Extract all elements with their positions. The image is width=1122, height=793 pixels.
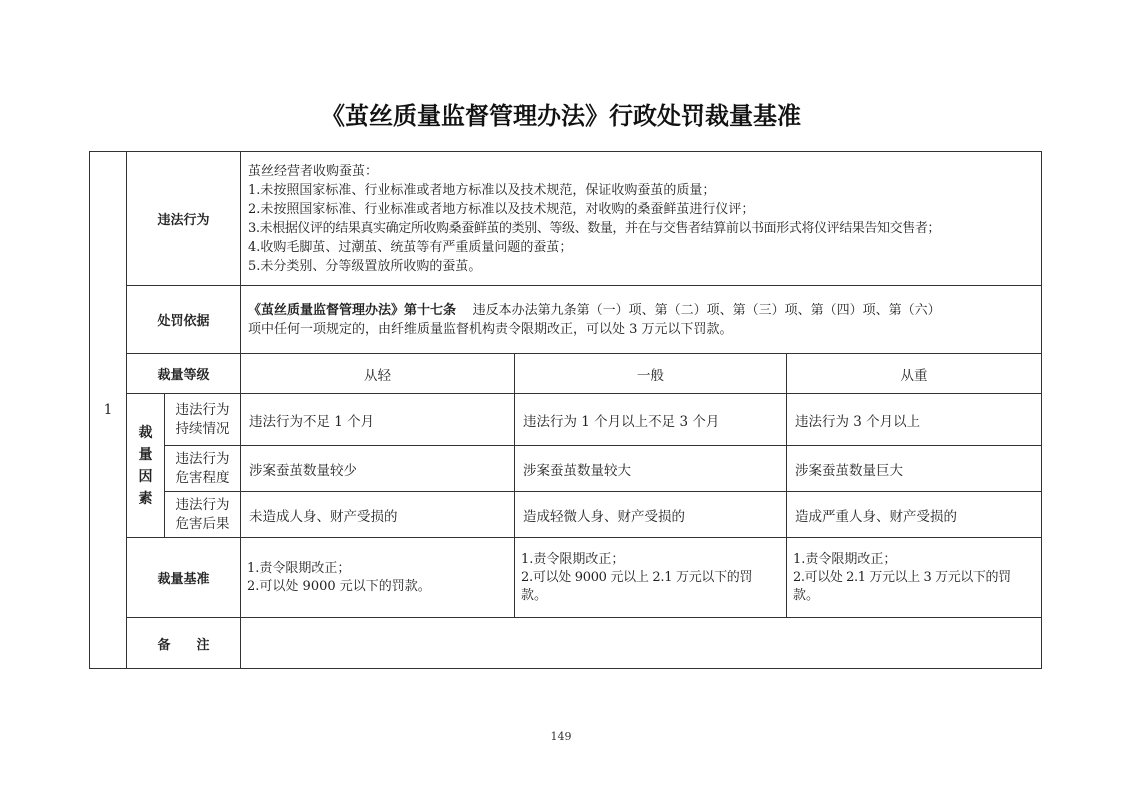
standard-line: 款。 (793, 587, 820, 603)
standard-label: 裁量基准 (127, 538, 241, 618)
violation-line: 5.未分类别、分等级置放所收购的蚕茧。 (248, 258, 482, 274)
standard-line: 1.责令限期改正； (247, 560, 351, 576)
standard-line: 2.可以处 9000 元以上 2.1 万元以下的罚 (521, 569, 753, 585)
violation-line: 3.未根据仪评的结果真实确定所收购桑蚕鲜茧的类别、等级、数量，并在与交售者结算前以书面形式将仪评结果告知交售者； (248, 220, 941, 236)
page-number: 149 (550, 730, 572, 743)
violation-line: 2.未按照国家标准、行业标准或者地方标准以及技术规范，对收购的桑蚕鲜茧进行仪评； (248, 201, 755, 217)
violation-content (241, 152, 1042, 286)
levels-row (90, 354, 1042, 394)
violation-line: 4.收购毛脚茧、过潮茧、统茧等有严重质量问题的蚕茧； (248, 239, 573, 255)
basis-line-1 (248, 301, 1034, 320)
standard-cell (787, 538, 1042, 618)
violation-label: 违法行为 (127, 152, 241, 286)
factor-name-line: 危害程度 (175, 469, 230, 486)
remarks-label: 备 注 (127, 618, 241, 669)
basis-content (241, 286, 1042, 354)
level-general: 一般 (515, 354, 787, 394)
standard-line: 2.可以处 9000 元以下的罚款。 (247, 578, 431, 594)
factor-row (90, 492, 1042, 538)
level-lenient: 从轻 (241, 354, 515, 394)
levels-label: 裁量等级 (127, 354, 241, 394)
basis-article: 《茧丝质量监督管理办法》第十七条 (248, 302, 457, 318)
factor-value: 违法行为不足 1 个月 (241, 394, 515, 446)
factor-value: 未造成人身、财产受损的 (241, 492, 515, 538)
factor-value: 造成严重人身、财产受损的 (787, 492, 1042, 538)
remarks-value (241, 618, 1042, 669)
factors-group-label (127, 394, 165, 538)
factor-name-line: 违法行为 (175, 496, 230, 513)
violation-row (90, 152, 1042, 286)
factor-value: 涉案蚕茧数量较大 (515, 446, 787, 492)
factor-row (90, 394, 1042, 446)
factor-value: 造成轻微人身、财产受损的 (515, 492, 787, 538)
factor-group-char: 裁 (138, 424, 153, 441)
factor-value: 涉案蚕茧数量巨大 (787, 446, 1042, 492)
factor-name (165, 492, 241, 538)
factor-group-char: 量 (138, 446, 153, 463)
factor-name-line: 危害后果 (175, 515, 230, 532)
factor-name-line: 违法行为 (175, 401, 230, 418)
violation-line: 茧丝经营者收购蚕茧： (248, 163, 379, 179)
standard-row (90, 538, 1042, 618)
standard-line: 1.责令限期改正； (521, 551, 625, 567)
row-number: 1 (90, 152, 127, 669)
basis-row (90, 286, 1042, 354)
level-severe: 从重 (787, 354, 1042, 394)
standard-line: 1.责令限期改正； (793, 551, 897, 567)
factor-name-line: 违法行为 (175, 450, 230, 467)
factor-value: 违法行为 1 个月以上不足 3 个月 (515, 394, 787, 446)
basis-label: 处罚依据 (127, 286, 241, 354)
factor-group-char: 因 (138, 468, 153, 485)
factor-group-char: 素 (138, 490, 153, 507)
document-title: 《茧丝质量监督管理办法》行政处罚裁量基准 (321, 102, 801, 130)
factor-value: 违法行为 3 个月以上 (787, 394, 1042, 446)
factor-name (165, 394, 241, 446)
basis-text-2: 项中任何一项规定的，由纤维质量监督机构责令限期改正，可以处 3 万元以下罚款。 (248, 321, 733, 337)
factor-name-line: 持续情况 (175, 420, 230, 437)
basis-text-1: 违反本办法第九条第（一）项、第（二）项、第（三）项、第（四）项、第（六） (472, 302, 941, 318)
violation-line: 1.未按照国家标准、行业标准或者地方标准以及技术规范，保证收购蚕茧的质量； (248, 182, 716, 198)
factor-value: 涉案蚕茧数量较少 (241, 446, 515, 492)
factor-row (90, 446, 1042, 492)
discretion-table (89, 151, 1042, 669)
standard-line: 款。 (521, 587, 548, 603)
standard-cell (241, 538, 515, 618)
standard-cell (515, 538, 787, 618)
standard-line: 2.可以处 2.1 万元以上 3 万元以下的罚 (793, 569, 1011, 585)
remarks-row (90, 618, 1042, 669)
factor-name (165, 446, 241, 492)
